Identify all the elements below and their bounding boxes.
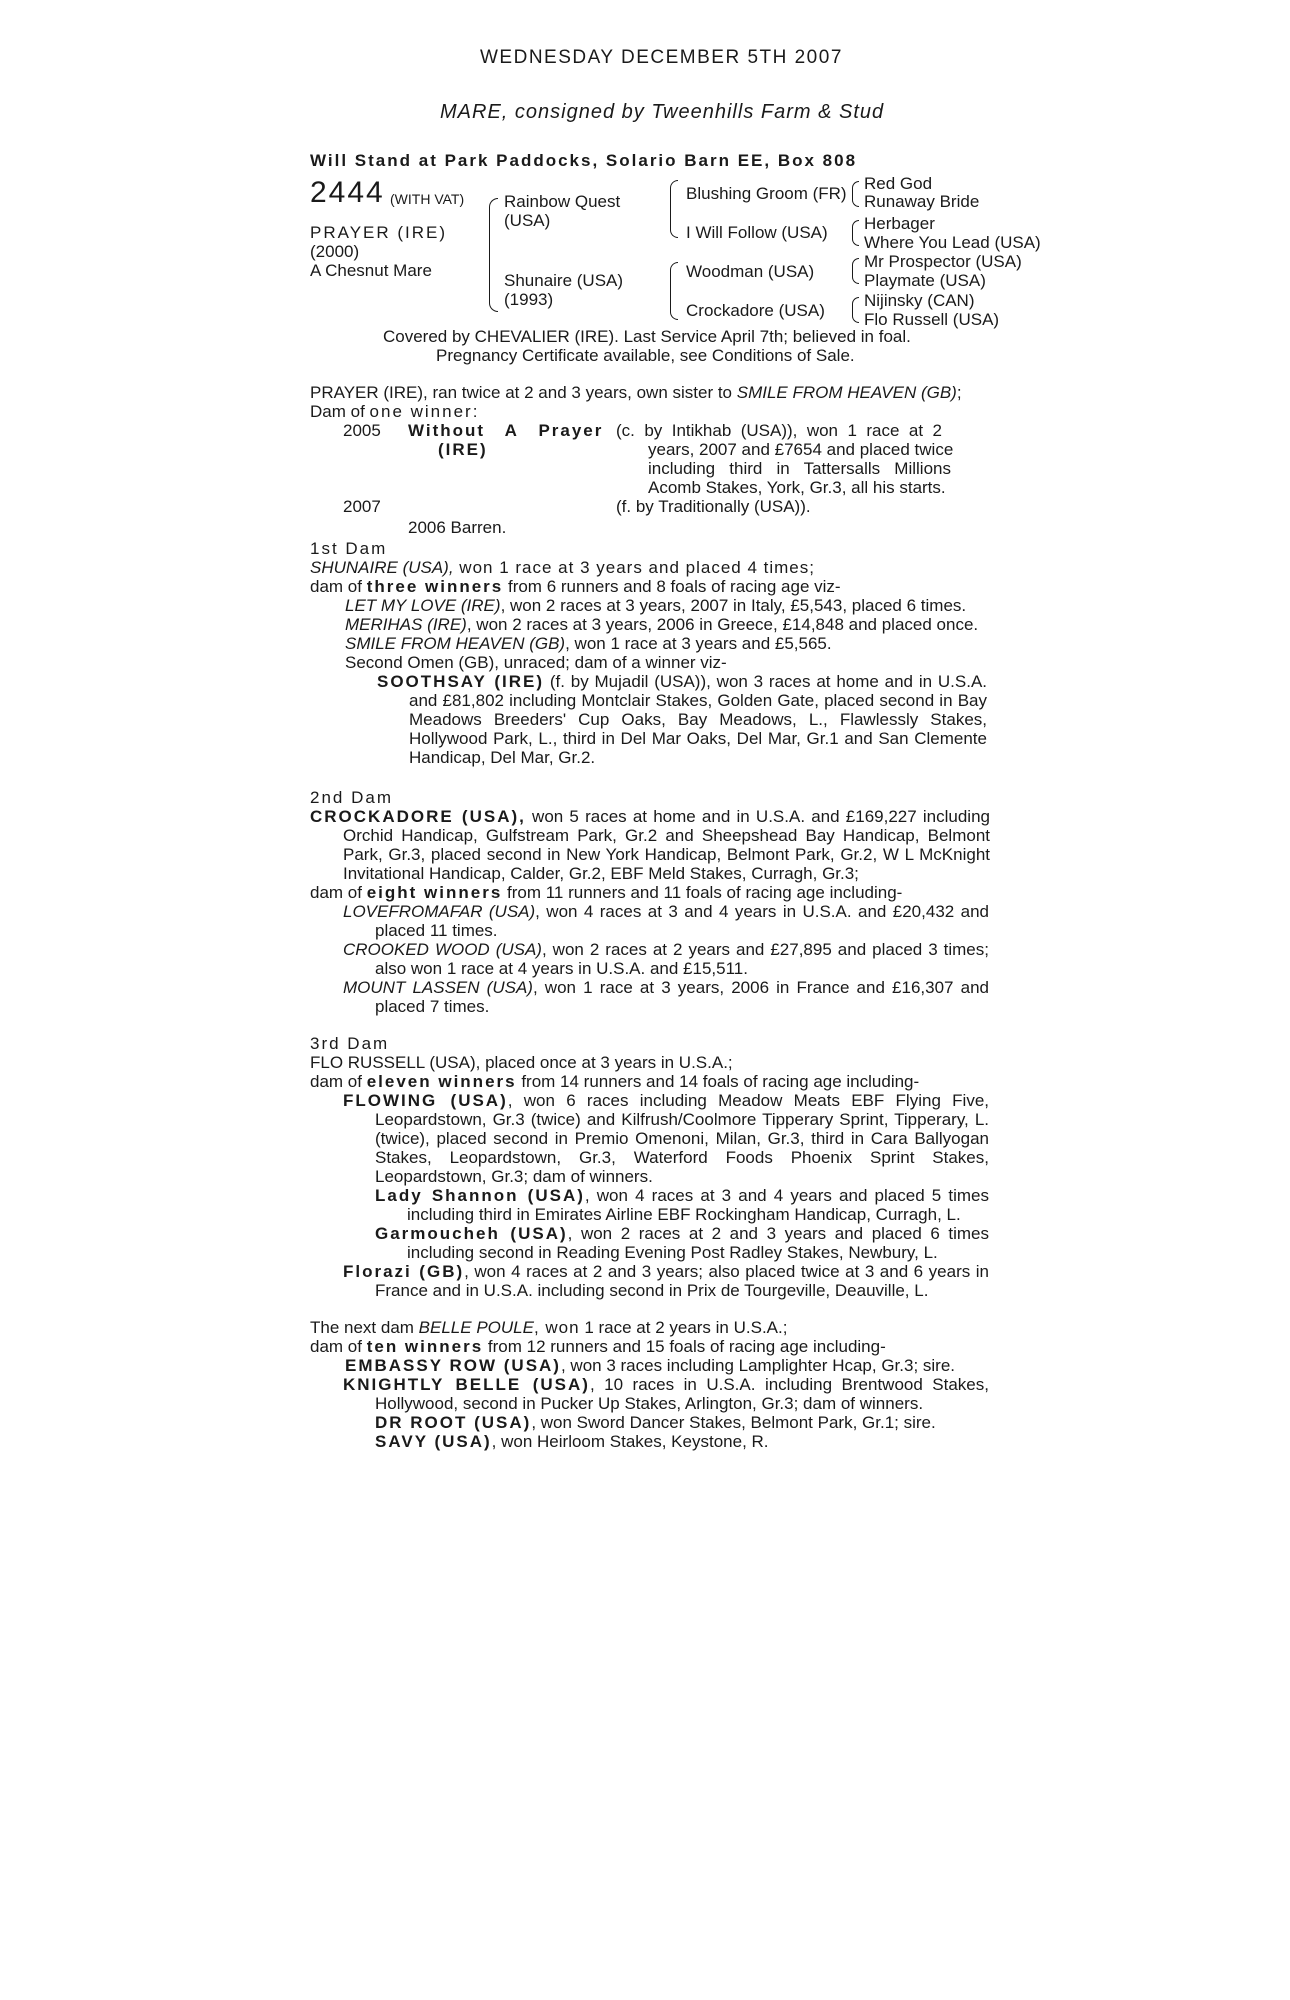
- garmoucheh-name: Garmoucheh (USA): [375, 1224, 568, 1243]
- garmoucheh-text: , won 2 races at 2 and 3 years and placed 6 times including second in Reading Evening Post Radley Stakes, Newbury, L.: [407, 1224, 990, 1262]
- first-dam-section: [310, 539, 988, 767]
- item-text: , won 1 race at 3 years, 2006 in France and £16,307 and placed 7 times.: [375, 978, 989, 1016]
- florazi-entry: [310, 1262, 989, 1300]
- knightly-belle-name: KNIGHTLY BELLE (USA): [343, 1375, 590, 1394]
- produce-desc-2005-3: including third in Tattersalls Millions: [648, 459, 951, 478]
- second-dam-text: won 5 races at home and in U.S.A. and £169,227 including Orchid Handicap, Gulfstream Park, Gr.2 and Sheepshead Bay Handicap, Belmont Park, Gr.3, placed second in New York Handicap, Belmont Park, Gr.2, W L McKnight Invitational Handicap, Calder, Gr.2, EBF Meld Stakes, Curragh, Gr.3;: [343, 807, 990, 883]
- pregnancy-line: Pregnancy Certificate available, see Conditions of Sale.: [436, 346, 855, 365]
- item-name: LOVEFROMAFAR (USA): [343, 902, 536, 921]
- first-dam-winners-line: [310, 577, 982, 596]
- intro-sister: SMILE FROM HEAVEN (GB): [736, 383, 957, 402]
- first-dam-item-2: [310, 615, 982, 634]
- florazi-text: , won 4 races at 2 and 3 years; also placed twice at 3 and 6 years in France and in U.S.A. including second in Prix de Tourgeville, Deauville, L.: [375, 1262, 989, 1300]
- soothsay-name: SOOTHSAY (IRE): [377, 672, 545, 691]
- second-dam-name: CROCKADORE (USA),: [310, 807, 526, 826]
- pedigree-dam-line2: (1993): [504, 290, 554, 309]
- second-dam-entry: [310, 807, 990, 883]
- savy-entry: [310, 1432, 982, 1451]
- first-dam-dam-of: dam of: [310, 577, 367, 596]
- pedigree-dam-line1: Shunaire (USA): [504, 271, 624, 290]
- produce-desc-2005-4: Acomb Stakes, York, Gr.3, all his starts.: [648, 478, 946, 497]
- horse-year: (2000): [310, 242, 360, 261]
- item-text: , won 2 races at 3 years, 2006 in Greece, £14,848 and placed once.: [466, 615, 979, 634]
- flowing-entry: [310, 1091, 989, 1186]
- flowing-name: FLOWING (USA): [343, 1091, 508, 1110]
- next-dam-won: , won: [533, 1318, 580, 1337]
- pedigree-dd: Crockadore (USA): [686, 301, 825, 320]
- pedigree-sss: Red God: [864, 174, 933, 193]
- produce-year-2007: 2007: [343, 497, 381, 516]
- pedigree-sire-line1: Rainbow Quest: [504, 192, 621, 211]
- brace-ds-parents: [852, 258, 859, 284]
- pedigree-sd: I Will Follow (USA): [686, 223, 828, 242]
- second-dam-dam-of: dam of: [310, 883, 367, 902]
- next-dam-rest: 1 race at 2 years in U.S.A.;: [579, 1318, 788, 1337]
- dr-root-text: , won Sword Dancer Stakes, Belmont Park, Gr.1; sire.: [531, 1413, 936, 1432]
- horse-description: A Chesnut Mare: [310, 261, 432, 280]
- item-name: CROOKED WOOD (USA): [343, 940, 542, 959]
- first-dam-item-4: [310, 653, 982, 672]
- brace-ss-parents: [852, 181, 859, 207]
- third-dam-winners-rest: from 14 runners and 14 foals of racing age including-: [516, 1072, 920, 1091]
- vat-label: (WITH VAT): [390, 191, 465, 207]
- second-dam-item-1: [310, 902, 989, 940]
- first-dam-winners-rest: from 6 runners and 8 foals of racing age viz-: [503, 577, 841, 596]
- next-dam-pre: The next dam: [310, 1318, 419, 1337]
- produce-name-2005: Without A Prayer: [408, 421, 604, 440]
- third-dam-line1: FLO RUSSELL (USA), placed once at 3 years in U.S.A.;: [310, 1053, 733, 1072]
- produce-note-2006: 2006 Barren.: [408, 518, 507, 537]
- next-dam-name: BELLE POULE: [418, 1318, 534, 1337]
- embassy-row-entry: [310, 1356, 982, 1375]
- first-dam-line1: [310, 558, 982, 577]
- brace-sire-parents: [670, 180, 678, 238]
- produce-name-2005-suffix: (IRE): [438, 440, 488, 459]
- item-text: , won 4 races at 3 and 4 years in U.S.A. and £20,432 and placed 11 times.: [375, 902, 989, 940]
- dr-root-entry: [310, 1413, 982, 1432]
- next-dam-winners: ten winners: [366, 1337, 484, 1356]
- intro-text: PRAYER (IRE), ran twice at 2 and 3 years, own sister to: [310, 383, 737, 402]
- covered-line: Covered by CHEVALIER (IRE). Last Service April 7th; believed in foal.: [383, 327, 911, 346]
- produce-year-2005: 2005: [343, 421, 381, 440]
- consignment-line: MARE, consigned by Tweenhills Farm & Stud: [440, 101, 885, 123]
- item-name: LET MY LOVE (IRE): [345, 596, 501, 615]
- intro-line: [310, 383, 962, 402]
- pedigree-ssd: Runaway Bride: [864, 192, 980, 211]
- second-dam-item-2: [310, 940, 989, 978]
- produce-desc-2007: (f. by Traditionally (USA)).: [616, 497, 811, 516]
- pedigree-sdd: Where You Lead (USA): [864, 233, 1041, 252]
- brace-dam-parents: [670, 262, 678, 320]
- garmoucheh-entry: [310, 1224, 989, 1262]
- second-dam-heading: 2nd Dam: [310, 788, 393, 807]
- soothsay-entry: [310, 672, 987, 767]
- horse-name: PRAYER (IRE): [310, 223, 448, 242]
- next-dam-section: [310, 1318, 989, 1451]
- lady-shannon-entry: [310, 1186, 989, 1224]
- next-dam-winners-line: [310, 1337, 982, 1356]
- pedigree-dsd: Playmate (USA): [864, 271, 986, 290]
- item-name: MOUNT LASSEN (USA): [343, 978, 533, 997]
- produce-desc-2005-1: (c. by Intikhab (USA)), won 1 race at 2: [616, 421, 942, 440]
- brace-sire-dam: [489, 198, 498, 312]
- second-dam-winners-line: [310, 883, 982, 902]
- third-dam-section: [310, 1034, 990, 1300]
- dam-of-colon: :: [472, 402, 478, 421]
- item-text: Second Omen (GB), unraced; dam of a winner viz-: [345, 653, 727, 672]
- lot-number: 2444: [310, 176, 385, 209]
- knightly-belle-entry: [310, 1375, 989, 1413]
- produce-desc-2005-2: years, 2007 and £7654 and placed twice: [648, 440, 954, 459]
- lady-shannon-name: Lady Shannon (USA): [375, 1186, 585, 1205]
- dam-of-line: [310, 402, 477, 421]
- dam-of-winner: one winner: [369, 402, 473, 421]
- pedigree-sds: Herbager: [864, 214, 935, 233]
- next-dam-dam-of: dam of: [310, 1337, 367, 1356]
- brace-sd-parents: [852, 220, 859, 246]
- savy-name: SAVY (USA): [375, 1432, 492, 1451]
- pedigree-ds: Woodman (USA): [686, 262, 815, 281]
- third-dam-dam-of: dam of: [310, 1072, 367, 1091]
- lady-shannon-text: , won 4 races at 3 and 4 years and placed 5 times including third in Emirates Airline EBF Rockingham Handicap, Curragh, L.: [407, 1186, 989, 1224]
- pedigree-dds: Nijinsky (CAN): [864, 291, 975, 310]
- pedigree-dss: Mr Prospector (USA): [864, 252, 1022, 271]
- florazi-name: Florazi (GB): [343, 1262, 465, 1281]
- date-header: WEDNESDAY DECEMBER 5TH 2007: [480, 47, 843, 68]
- item-name: SMILE FROM HEAVEN (GB): [345, 634, 566, 653]
- second-dam-section: [310, 788, 990, 1016]
- third-dam-heading: 3rd Dam: [310, 1034, 390, 1053]
- next-dam-winners-rest: from 12 runners and 15 foals of racing age including-: [483, 1337, 886, 1356]
- second-dam-item-3: [310, 978, 989, 1016]
- third-dam-winners-line: [310, 1072, 982, 1091]
- item-text: , won 2 races at 2 years and £27,895 and placed 3 times; also won 1 race at 4 years in U.S.A. and £15,511.: [375, 940, 989, 978]
- third-dam-winners: eleven winners: [366, 1072, 517, 1091]
- second-dam-winners-rest: from 11 runners and 11 foals of racing age including-: [502, 883, 903, 902]
- first-dam-line1-rest: won 1 race at 3 years and placed 4 times;: [453, 558, 815, 577]
- flowing-text: , won 6 races including Meadow Meats EBF Flying Five, Leopardstown, Gr.3 (twice) and Kilfrush/Coolmore Tipperary Sprint, Tipperary, L. (twice), placed second in Premio Omenoni, Milan, Gr.3, third in Cara Ballyogan Stakes, Leopardstown, Gr.3, Waterford Foods Phoenix Sprint Stakes, Leopardstown, Gr.3; dam of winners.: [375, 1091, 990, 1186]
- location-line: Will Stand at Park Paddocks, Solario Barn EE, Box 808: [310, 151, 858, 170]
- item-name: MERIHAS (IRE): [345, 615, 467, 634]
- embassy-row-text: , won 3 races including Lamplighter Hcap, Gr.3; sire.: [560, 1356, 956, 1375]
- knightly-belle-text: , 10 races in U.S.A. including Brentwood Stakes, Hollywood, second in Pucker Up Stakes, Arlington, Gr.3; dam of winners.: [375, 1375, 989, 1413]
- savy-text: , won Heirloom Stakes, Keystone, R.: [491, 1432, 769, 1451]
- first-dam-name: SHUNAIRE (USA),: [310, 558, 454, 577]
- first-dam-item-3: [310, 634, 982, 653]
- next-dam-line1: [310, 1318, 982, 1337]
- item-text: , won 2 races at 3 years, 2007 in Italy, £5,543, placed 6 times.: [500, 596, 967, 615]
- first-dam-heading: 1st Dam: [310, 539, 388, 558]
- dr-root-name: DR ROOT (USA): [375, 1413, 532, 1432]
- second-dam-winners: eight winners: [366, 883, 503, 902]
- brace-dd-parents: [852, 297, 859, 323]
- first-dam-item-1: [310, 596, 982, 615]
- embassy-row-name: EMBASSY ROW (USA): [345, 1356, 561, 1375]
- pedigree-sire-line2: (USA): [504, 211, 551, 230]
- soothsay-text: (f. by Mujadil (USA)), won 3 races at home and in U.S.A. and £81,802 including Montclair Stakes, Golden Gate, placed second in Bay Meadows Breeders' Cup Oaks, Bay Meadows, L., Flawlessly Stakes, Hollywood Park, L., third in Del Mar Oaks, Del Mar, Gr.1 and San Clemente Handicap, Del Mar, Gr.2.: [409, 672, 988, 767]
- pedigree-ddd: Flo Russell (USA): [864, 310, 1000, 329]
- intro-end: ;: [956, 383, 962, 402]
- dam-of-label: Dam of: [310, 402, 370, 421]
- item-text: , won 1 race at 3 years and £5,565.: [565, 634, 832, 653]
- first-dam-winners: three winners: [366, 577, 504, 596]
- pedigree-ss: Blushing Groom (FR): [686, 184, 847, 203]
